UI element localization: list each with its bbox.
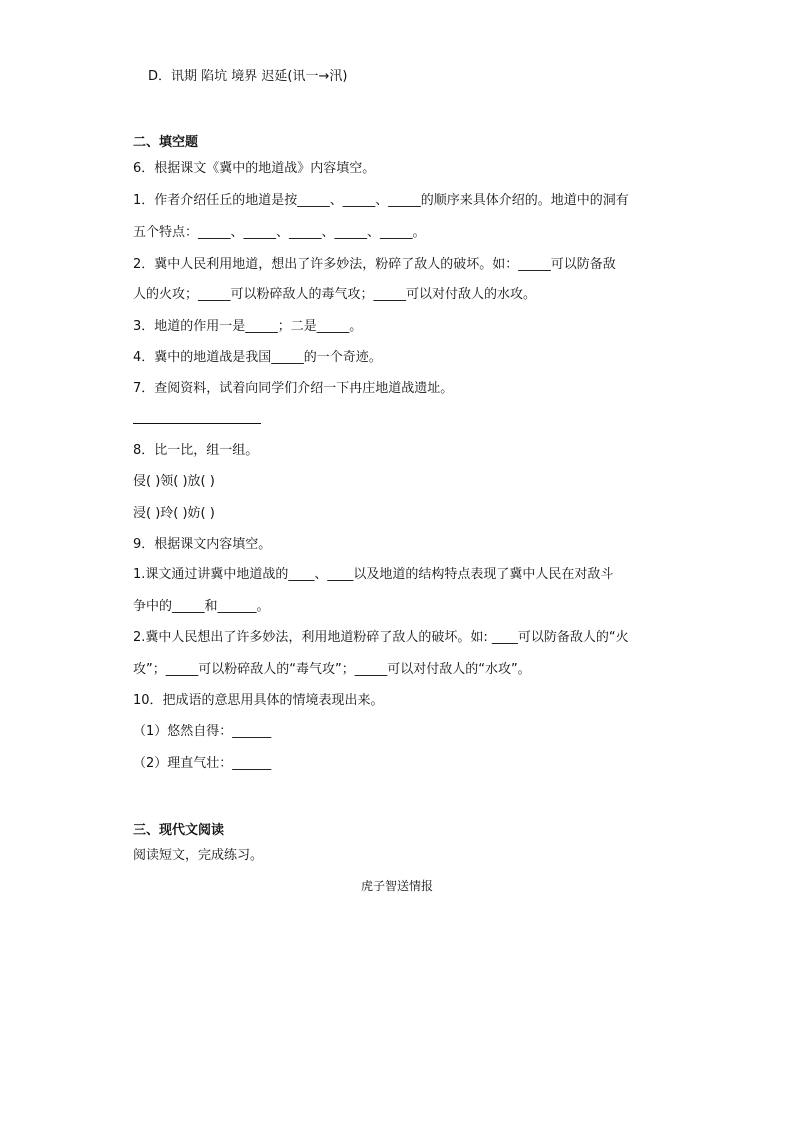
q10-1: （1）悠然自得：______ <box>133 724 272 739</box>
q7-answer-line <box>133 423 261 424</box>
q5-option-d: D．讯期 陷坑 境界 迟延(讯一→汛) <box>148 69 348 84</box>
section3-intro: 阅读短文，完成练习。 <box>133 848 264 863</box>
q9-1-line2: 争中的_____和______。 <box>133 599 270 614</box>
passage-title: 虎子智送情报 <box>360 879 433 893</box>
q6-2-line1: 2．冀中人民利用地道，想出了许多妙法，粉碎了敌人的破坏。如：_____可以防备敌 <box>133 257 616 272</box>
section3-heading: 三、现代文阅读 <box>133 823 225 838</box>
q9: 9．根据课文内容填空。 <box>133 537 272 552</box>
q9-1-line1: 1.课文通过讲冀中地道战的____、____以及地道的结构特点表现了冀中人民在对敌斗 <box>133 567 614 582</box>
q6-2-line2: 人的火攻；_____可以粉碎敌人的毒气攻；_____可以对付敌人的水攻。 <box>133 287 537 302</box>
q10: 10．把成语的意思用具体的情境表现出来。 <box>133 693 384 708</box>
q6-1-line1: 1．作者介绍任丘的地道是按_____、_____、_____的顺序来具体介绍的。地道中的洞有 <box>133 193 629 208</box>
q9-2-line2: 攻”；_____可以粉碎敌人的“毒气攻”；_____可以对付敌人的“水攻”。 <box>133 662 531 677</box>
q6-3: 3．地道的作用一是_____；二是_____。 <box>133 319 363 334</box>
q6-4: 4．冀中的地道战是我国_____的一个奇迹。 <box>133 350 382 365</box>
q8-row2: 浸( )玲( )妨( ) <box>133 506 215 521</box>
q10-2: （2）理直气壮：______ <box>133 756 272 771</box>
section2-heading: 二、填空题 <box>133 135 199 150</box>
q7: 7．查阅资料，试着向同学们介绍一下冉庄地道战遗址。 <box>133 381 454 396</box>
q9-2-line1: 2.冀中人民想出了许多妙法，利用地道粉碎了敌人的破坏。如: ____可以防备敌人的“火 <box>133 630 629 645</box>
q6-1-line2: 五个特点：_____、_____、_____、_____、_____。 <box>133 225 426 240</box>
q8-row1: 侵( )领( )放( ) <box>133 474 215 489</box>
q8: 8．比一比，组一组。 <box>133 443 259 458</box>
q6-intro: 6．根据课文《冀中的地道战》内容填空。 <box>133 161 376 176</box>
